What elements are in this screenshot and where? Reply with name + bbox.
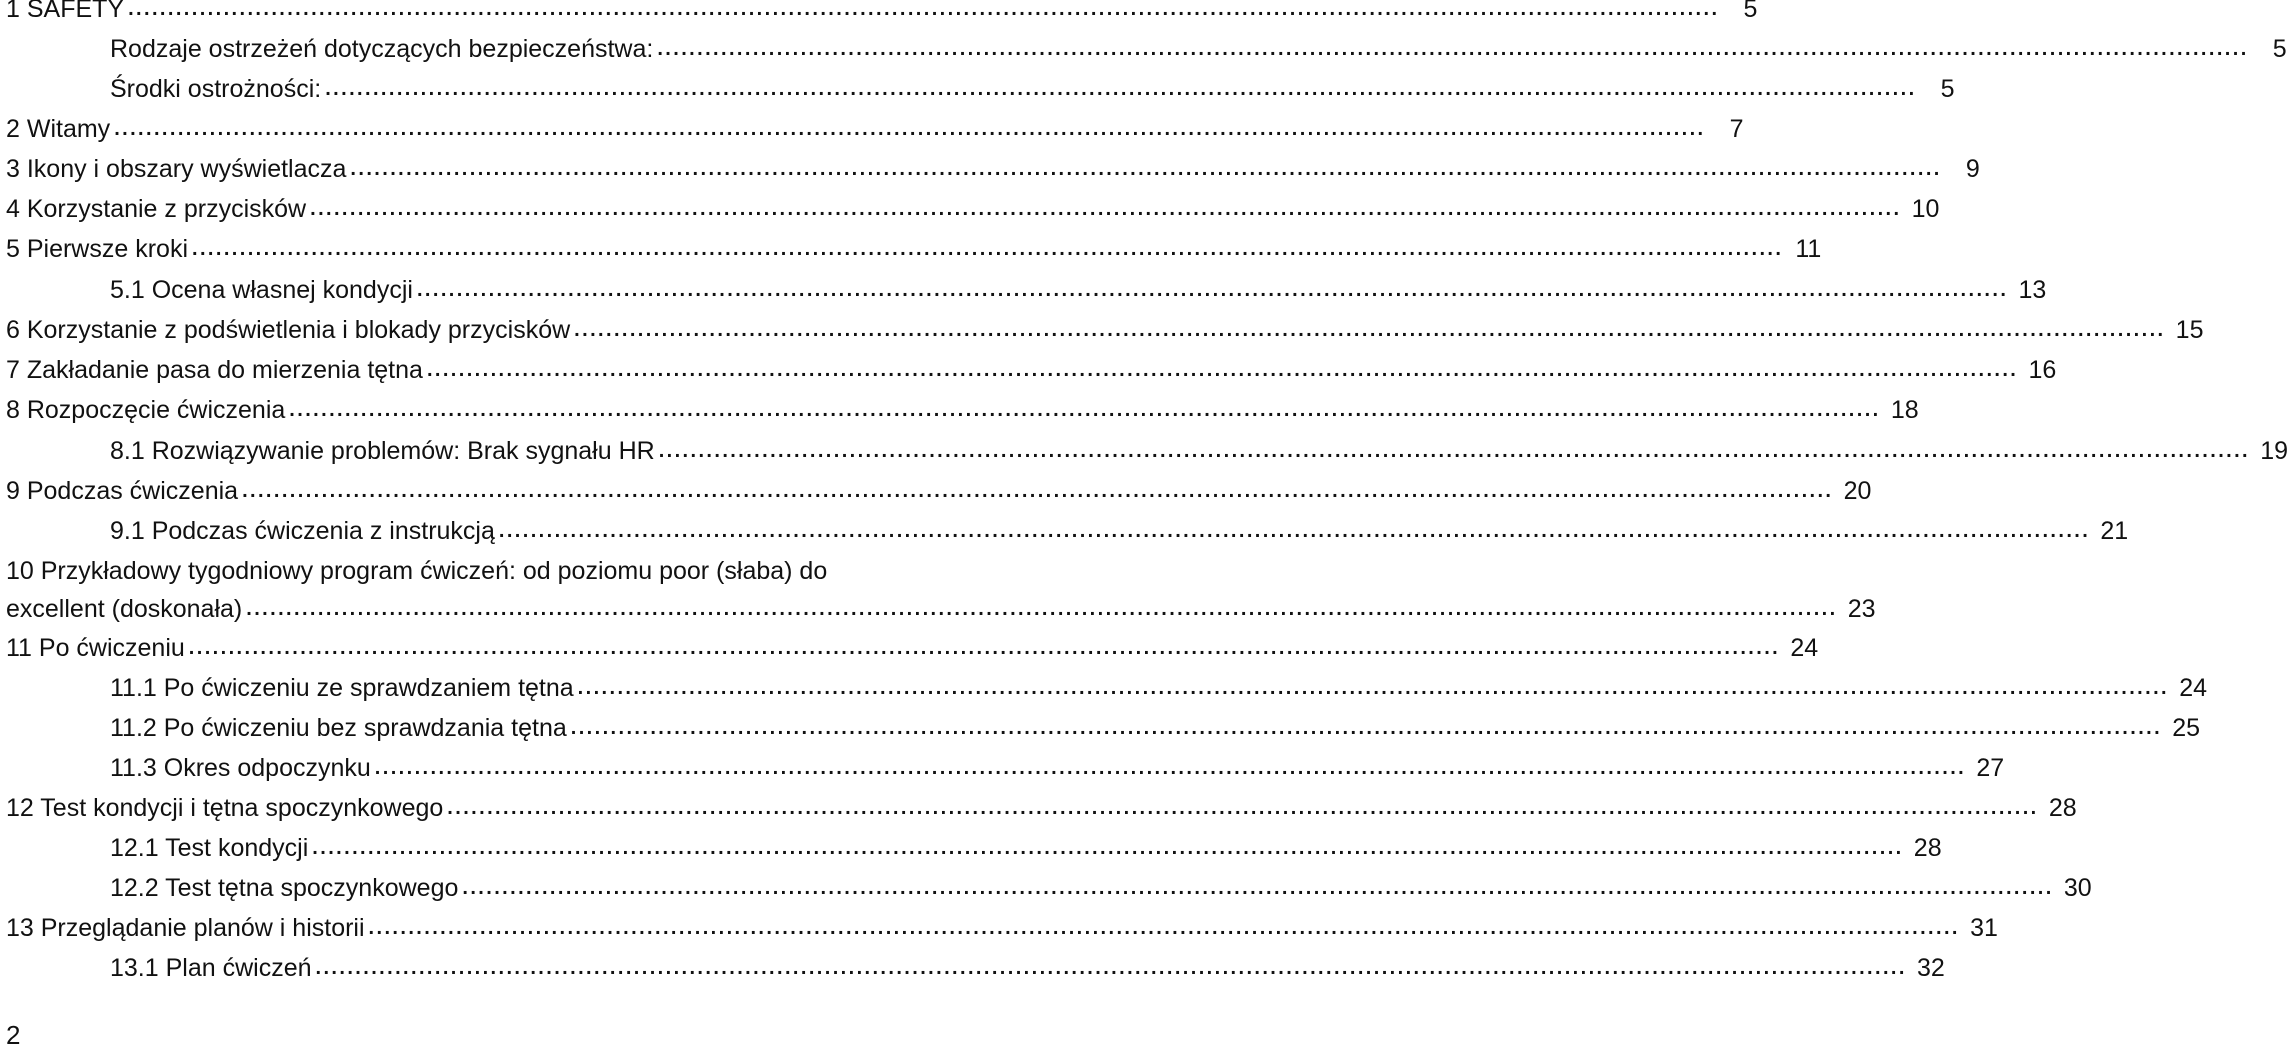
- toc-entry-page: 30: [2063, 874, 2092, 902]
- toc-entry[interactable]: [0, 234, 1822, 264]
- toc-entry-page: 5: [1940, 75, 1955, 103]
- toc-entry-page: 32: [1917, 954, 1945, 982]
- toc-entry-page: 31: [1970, 914, 1998, 942]
- toc-entry-title: 9.1 Podczas ćwiczenia z instrukcją: [110, 517, 495, 545]
- toc-entry-line: [6, 633, 1819, 663]
- toc-dot-leader: ........................................................................................................................................................................................................: [426, 359, 2019, 381]
- toc-entry-page: 7: [1729, 115, 1744, 143]
- toc-entry-page: 24: [1790, 634, 1819, 662]
- toc-entry[interactable]: [0, 953, 1945, 983]
- toc-entry-title: 8.1 Rozwiązywanie problemów: Brak sygnału HR: [110, 437, 655, 465]
- toc-dot-leader: ........................................................................................................................................................................................................: [498, 520, 2091, 542]
- toc-entry[interactable]: [0, 753, 2005, 783]
- toc-entry[interactable]: [0, 476, 1872, 506]
- toc-entry[interactable]: [0, 0, 1758, 24]
- toc-entry[interactable]: [0, 34, 2287, 64]
- toc-entry-line: [6, 194, 1940, 224]
- toc-entry-page: 28: [1913, 834, 1942, 862]
- toc-entry-line: [110, 436, 2288, 466]
- toc-entry-line: [110, 673, 2207, 703]
- toc-entry-title: 4 Korzystanie z przycisków: [6, 195, 307, 223]
- toc-dot-leader: ........................................................................................................................................................................................................: [657, 38, 2249, 60]
- toc-entry-page: 18: [1890, 396, 1919, 424]
- toc-entry-line: [6, 234, 1822, 264]
- toc-entry-title: 11.2 Po ćwiczeniu bez sprawdzania tętna: [110, 714, 567, 742]
- toc-entry-page: 13: [2018, 276, 2047, 304]
- toc-entry[interactable]: [0, 793, 2077, 823]
- toc-entry-page: 25: [2172, 714, 2201, 742]
- toc-dot-leader: ........................................................................................................................................................................................................: [462, 877, 2054, 899]
- toc-entry-page: 15: [2175, 316, 2204, 344]
- toc-entry[interactable]: [0, 556, 1876, 623]
- toc-entry[interactable]: [0, 194, 1940, 224]
- toc-entry[interactable]: [0, 673, 2207, 703]
- toc-entry-title: 11.1 Po ćwiczeniu ze sprawdzaniem tętna: [110, 674, 574, 702]
- toc-entry[interactable]: [0, 395, 1919, 425]
- toc-entry-page: 23: [1847, 595, 1876, 623]
- toc-entry-page: 9: [1965, 155, 1980, 183]
- toc-dot-leader: ........................................................................................................................................................................................................: [128, 0, 1720, 20]
- toc-entry-page: 27: [1976, 754, 2005, 782]
- toc-entry-title: 6 Korzystanie z podświetlenia i blokady przycisków: [6, 316, 571, 344]
- toc-entry-title: 3 Ikony i obszary wyświetlacza: [6, 155, 347, 183]
- toc-entry-title: 13.1 Plan ćwiczeń: [110, 954, 312, 982]
- toc-entry-title: 5 Pierwsze kroki: [6, 235, 188, 263]
- toc-entry-title: 7 Zakładanie pasa do mierzenia tętna: [6, 356, 423, 384]
- toc-entry-page: 11: [1795, 235, 1822, 263]
- toc-entry[interactable]: [0, 315, 2204, 345]
- toc-entry[interactable]: [0, 275, 2047, 305]
- toc-dot-leader: ........................................................................................................................................................................................................: [416, 279, 2009, 301]
- toc-entry-title: excellent (doskonała): [6, 595, 243, 623]
- toc-entry-line: [110, 873, 2092, 903]
- toc-entry-page: 24: [2179, 674, 2207, 702]
- toc-entry-line: [6, 913, 1998, 943]
- toc-entry[interactable]: [0, 516, 2129, 546]
- toc-dot-leader: ........................................................................................................................................................................................................: [570, 717, 2163, 739]
- toc-entry-page: 21: [2100, 517, 2129, 545]
- toc-entry-title: 12 Test kondycji i tętna spoczynkowego: [6, 794, 444, 822]
- toc-dot-leader: ........................................................................................................................................................................................................: [312, 837, 1904, 859]
- toc-entry-line: [6, 114, 1744, 144]
- toc-entry-line: [6, 315, 2204, 345]
- toc-entry-page: 5: [2272, 35, 2287, 63]
- toc-entry-line: [110, 833, 1942, 863]
- toc-dot-leader: ........................................................................................................................................................................................................: [325, 78, 1917, 100]
- toc-entry-line: [110, 713, 2201, 743]
- toc-entry[interactable]: [0, 114, 1744, 144]
- toc-entry-title: 2 Witamy: [6, 115, 111, 143]
- toc-entry-line: [6, 594, 1876, 624]
- toc-dot-leader: ........................................................................................................................................................................................................: [192, 238, 1784, 260]
- toc-dot-leader: ........................................................................................................................................................................................................: [242, 480, 1834, 502]
- toc-entry[interactable]: [0, 833, 1942, 863]
- toc-entry-title: 13 Przeglądanie planów i historii: [6, 914, 365, 942]
- toc-entry-title: 1 SAFETY: [6, 0, 125, 23]
- toc-entry[interactable]: [0, 873, 2092, 903]
- toc-entry-title: 11 Po ćwiczeniu: [6, 634, 185, 662]
- toc-entry-title-line1: 10 Przykładowy tygodniowy program ćwiczeń: od poziomu poor (słaba) do: [6, 557, 828, 585]
- toc-entry[interactable]: [0, 154, 1980, 184]
- toc-entry-line: [110, 34, 2287, 64]
- toc-entry-title: Środki ostrożności:: [110, 75, 322, 103]
- toc-entry-line: [110, 753, 2005, 783]
- toc-entry-title: 9 Podczas ćwiczenia: [6, 477, 239, 505]
- toc-entry[interactable]: [0, 355, 2057, 385]
- toc-entry-page: 28: [2048, 794, 2077, 822]
- toc-dot-leader: ........................................................................................................................................................................................................: [188, 637, 1781, 659]
- toc-dot-leader: ........................................................................................................................................................................................................: [246, 598, 1838, 620]
- toc-dot-leader: ........................................................................................................................................................................................................: [368, 917, 1960, 939]
- toc-entry-page: 20: [1843, 477, 1872, 505]
- page-number: 2: [6, 1020, 21, 1050]
- toc-dot-leader: ........................................................................................................................................................................................................: [289, 399, 1881, 421]
- toc-dot-leader: ........................................................................................................................................................................................................: [574, 319, 2166, 341]
- toc-dot-leader: ........................................................................................................................................................................................................: [114, 118, 1706, 140]
- toc-dot-leader: ........................................................................................................................................................................................................: [447, 797, 2039, 819]
- toc-entry[interactable]: [0, 74, 1955, 104]
- toc-entry[interactable]: [0, 436, 2288, 466]
- toc-entry-page: 16: [2028, 356, 2057, 384]
- toc-entry-line: [110, 953, 1945, 983]
- toc-entry-line: [110, 516, 2129, 546]
- toc-entry-page: 5: [1743, 0, 1758, 23]
- toc-dot-leader: ........................................................................................................................................................................................................: [350, 158, 1942, 180]
- toc-entry-title: 12.2 Test tętna spoczynkowego: [110, 874, 459, 902]
- toc-entry-line: [6, 476, 1872, 506]
- toc-dot-leader: ........................................................................................................................................................................................................: [315, 957, 1907, 979]
- toc-entry[interactable]: [0, 713, 2201, 743]
- toc-entry-title: 12.1 Test kondycji: [110, 834, 309, 862]
- toc-dot-leader: ........................................................................................................................................................................................................: [658, 440, 2251, 462]
- toc-entry-title: 11.3 Okres odpoczynku: [110, 754, 371, 782]
- toc-entry-page: 19: [2260, 437, 2288, 465]
- toc-entry-line: [6, 793, 2077, 823]
- toc-entry[interactable]: [0, 633, 1819, 663]
- toc-entry-title: 5.1 Ocena własnej kondycji: [110, 276, 413, 304]
- toc-entry-line: [6, 395, 1919, 425]
- toc-entry[interactable]: [0, 913, 1998, 943]
- toc-entry-line: [110, 74, 1955, 104]
- toc-entry-line: [6, 154, 1980, 184]
- toc-entry-line: [6, 0, 1758, 24]
- toc-entry-title: Rodzaje ostrzeżeń dotyczących bezpieczeństwa:: [110, 35, 654, 63]
- toc-entry-page: 10: [1911, 195, 1940, 223]
- toc-entry-line: [110, 275, 2047, 305]
- toc-entry-line: [6, 355, 2057, 385]
- toc-dot-leader: ........................................................................................................................................................................................................: [374, 757, 1967, 779]
- toc-entry-title: 8 Rozpoczęcie ćwiczenia: [6, 396, 286, 424]
- toc-dot-leader: ........................................................................................................................................................................................................: [310, 198, 1902, 220]
- toc-dot-leader: ........................................................................................................................................................................................................: [577, 677, 2169, 699]
